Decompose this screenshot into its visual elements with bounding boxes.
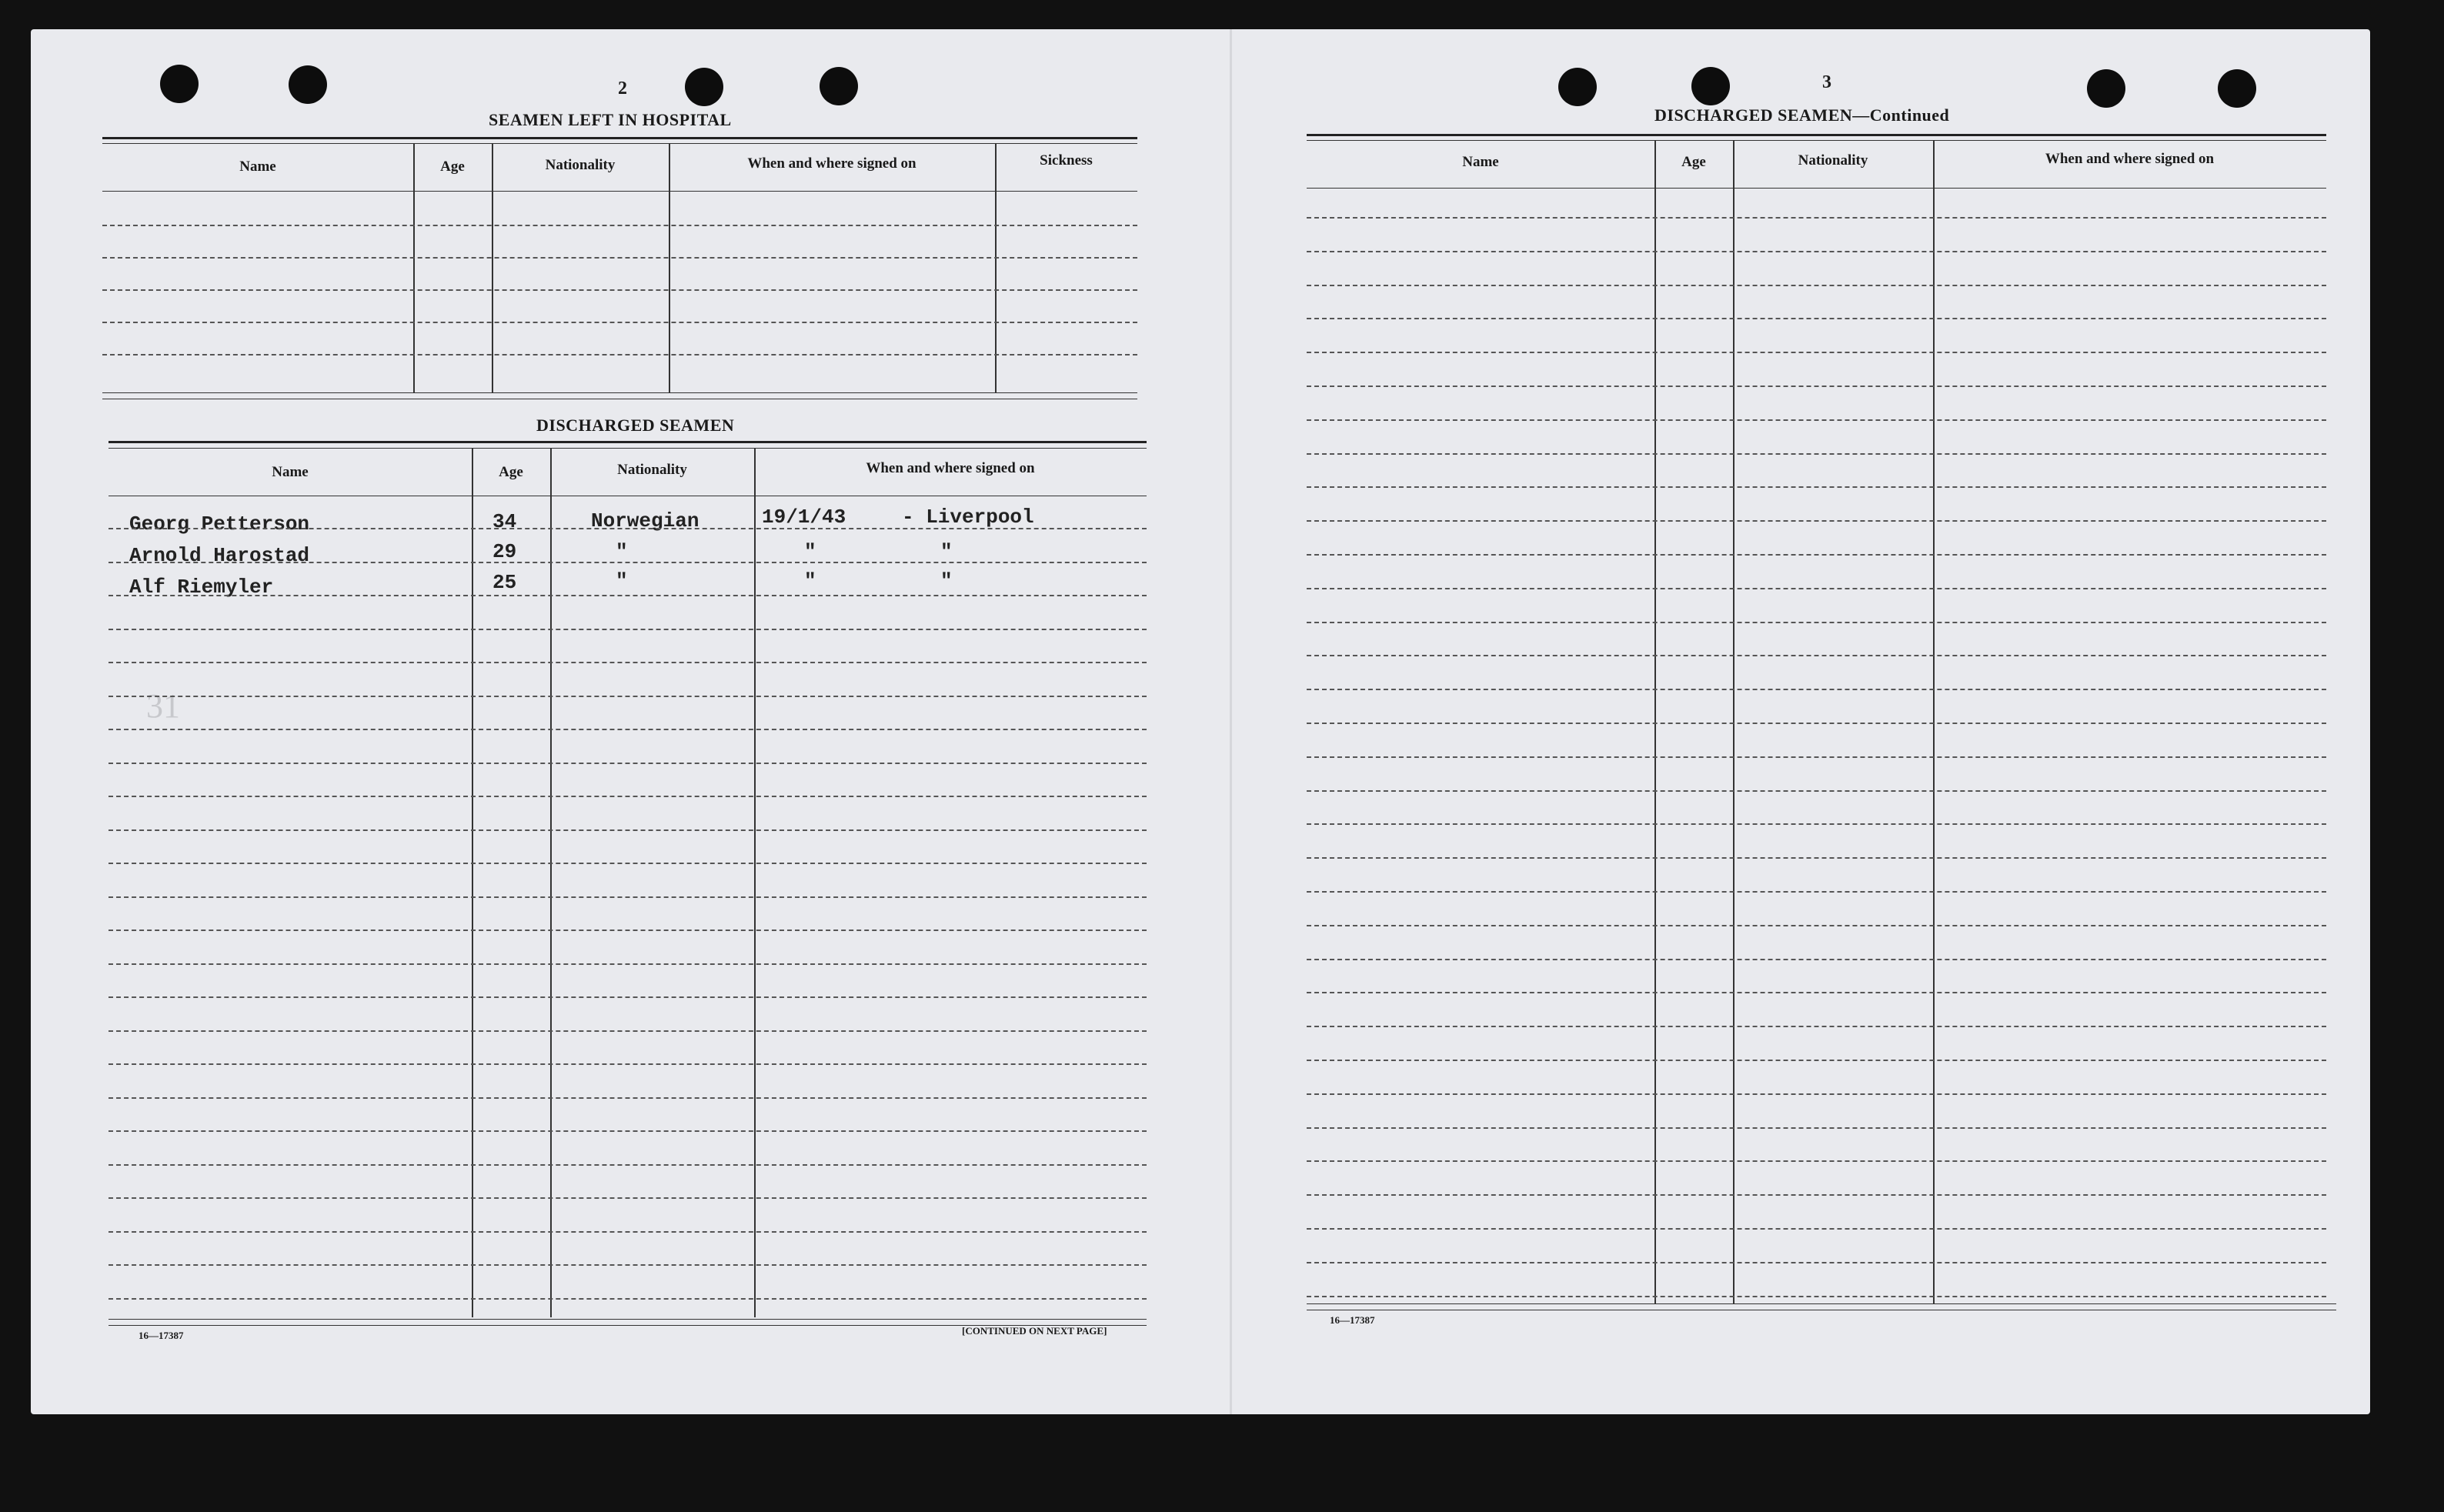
col-header-signed-on: When and where signed on xyxy=(866,460,1035,476)
col-header-name: Name xyxy=(239,159,276,175)
row-line xyxy=(109,1030,1147,1032)
col-header-age: Age xyxy=(440,159,465,175)
row-line xyxy=(109,896,1147,898)
row-line xyxy=(1307,891,2326,893)
row-line xyxy=(1307,992,2326,993)
row-line xyxy=(102,354,1137,355)
col-header-nationality: Nationality xyxy=(617,462,687,478)
seaman-nationality: Norwegian xyxy=(591,509,699,532)
row-line xyxy=(102,225,1137,226)
row-line xyxy=(1307,959,2326,960)
signed-on-date: " xyxy=(804,569,816,592)
col-header-nationality: Nationality xyxy=(545,157,616,173)
row-line xyxy=(102,257,1137,259)
seaman-name: Alf Riemyler xyxy=(129,576,274,599)
row-line xyxy=(109,729,1147,730)
signed-on-date: " xyxy=(804,540,816,563)
col-header-name: Name xyxy=(1462,154,1499,170)
page-number: 3 xyxy=(1822,72,1831,92)
row-line xyxy=(1307,1026,2326,1027)
row-line xyxy=(109,662,1147,663)
seaman-age: 25 xyxy=(492,571,517,594)
row-line xyxy=(109,930,1147,931)
column-divider xyxy=(669,143,670,393)
discharged-continued-title: DISCHARGED SEAMEN—Continued xyxy=(1654,105,1950,125)
table-top-rule xyxy=(1307,140,2326,141)
row-line xyxy=(109,763,1147,764)
row-line xyxy=(1307,823,2326,825)
continued-note: [CONTINUED ON NEXT PAGE] xyxy=(962,1325,1107,1337)
row-line xyxy=(109,1097,1147,1099)
seaman-age: 29 xyxy=(492,540,517,563)
row-line xyxy=(1307,756,2326,758)
col-header-age: Age xyxy=(1681,154,1706,170)
row-line xyxy=(109,1164,1147,1166)
row-line xyxy=(1307,386,2326,387)
row-line xyxy=(109,963,1147,965)
row-line xyxy=(1307,1127,2326,1129)
table-bottom-rule xyxy=(109,1319,1147,1320)
table-bottom-rule xyxy=(1307,1303,2336,1304)
row-line xyxy=(109,1298,1147,1300)
row-line xyxy=(1307,520,2326,522)
row-line xyxy=(109,1264,1147,1266)
col-header-name: Name xyxy=(272,464,309,480)
row-line xyxy=(109,863,1147,864)
row-line xyxy=(109,996,1147,998)
row-line xyxy=(1307,723,2326,724)
row-line xyxy=(1307,352,2326,353)
column-divider xyxy=(1933,140,1935,1303)
row-line xyxy=(1307,655,2326,656)
row-line xyxy=(1307,217,2326,219)
row-line xyxy=(1307,925,2326,926)
row-line xyxy=(1307,1262,2326,1263)
row-line xyxy=(109,562,1147,563)
column-divider xyxy=(1733,140,1735,1303)
page-fold xyxy=(1230,29,1232,1414)
seaman-age: 34 xyxy=(492,510,517,533)
page-number: 2 xyxy=(618,78,627,98)
row-line xyxy=(1307,790,2326,792)
header-rule xyxy=(1307,188,2326,189)
row-line xyxy=(1307,689,2326,690)
row-line xyxy=(1307,1060,2326,1061)
col-header-sickness: Sickness xyxy=(1040,152,1093,169)
punch-hole xyxy=(160,65,199,103)
signed-on-date: 19/1/43 xyxy=(762,506,846,529)
table-bottom-rule xyxy=(102,392,1137,393)
column-divider xyxy=(1654,140,1656,1303)
punch-hole xyxy=(289,65,327,104)
row-line xyxy=(1307,554,2326,556)
column-divider xyxy=(995,143,997,393)
column-divider xyxy=(754,448,756,1317)
table-top-rule xyxy=(1307,134,2326,136)
signed-on-place: " xyxy=(940,540,953,563)
row-line xyxy=(109,796,1147,797)
punch-hole xyxy=(2087,69,2125,108)
punch-hole xyxy=(685,68,723,106)
row-line xyxy=(1307,1228,2326,1230)
row-line xyxy=(109,1130,1147,1132)
row-line xyxy=(109,1063,1147,1065)
row-line xyxy=(109,1197,1147,1199)
row-line xyxy=(1307,1296,2326,1297)
row-line xyxy=(1307,486,2326,488)
row-line xyxy=(1307,1093,2326,1095)
row-line xyxy=(1307,622,2326,623)
row-line xyxy=(1307,419,2326,421)
row-line xyxy=(102,289,1137,291)
column-divider xyxy=(550,448,552,1317)
seaman-name: Georg Petterson xyxy=(129,512,310,536)
col-header-signed-on: When and where signed on xyxy=(2045,151,2215,167)
punch-hole xyxy=(820,67,858,105)
col-header-age: Age xyxy=(499,464,523,480)
table-top-rule xyxy=(102,143,1137,144)
column-divider xyxy=(472,448,473,1317)
row-line xyxy=(1307,285,2326,286)
row-line xyxy=(102,322,1137,323)
signed-on-place: " xyxy=(940,569,953,592)
discharged-title: DISCHARGED SEAMEN xyxy=(536,416,735,435)
row-line xyxy=(1307,453,2326,455)
col-header-nationality: Nationality xyxy=(1798,152,1868,169)
row-line xyxy=(1307,1160,2326,1162)
row-line xyxy=(1307,318,2326,319)
row-line xyxy=(109,829,1147,831)
table-top-rule xyxy=(102,137,1137,139)
form-number: 16—17387 xyxy=(1330,1314,1375,1326)
column-divider xyxy=(492,143,493,393)
signed-on-place: - Liverpool xyxy=(902,506,1034,529)
column-divider xyxy=(413,143,415,393)
document-sheet xyxy=(31,29,2370,1414)
row-line xyxy=(1307,251,2326,252)
punch-hole xyxy=(1558,68,1597,106)
seaman-nationality: " xyxy=(616,540,628,563)
row-line xyxy=(109,528,1147,529)
row-line xyxy=(109,629,1147,630)
punch-hole xyxy=(1691,67,1730,105)
row-line xyxy=(109,595,1147,596)
form-number: 16—17387 xyxy=(139,1330,184,1341)
row-line xyxy=(109,1231,1147,1233)
margin-mark: 31 xyxy=(146,687,180,725)
seaman-name: Arnold Harostad xyxy=(129,544,310,567)
table-top-rule xyxy=(109,441,1147,443)
col-header-signed-on: When and where signed on xyxy=(747,155,916,172)
punch-hole xyxy=(2218,69,2256,108)
seaman-nationality: " xyxy=(616,569,628,592)
row-line xyxy=(1307,1194,2326,1196)
row-line xyxy=(1307,588,2326,589)
row-line xyxy=(1307,857,2326,859)
hospital-title: SEAMEN LEFT IN HOSPITAL xyxy=(489,110,732,129)
table-top-rule xyxy=(109,448,1147,449)
header-rule xyxy=(102,191,1137,192)
row-line xyxy=(109,696,1147,697)
